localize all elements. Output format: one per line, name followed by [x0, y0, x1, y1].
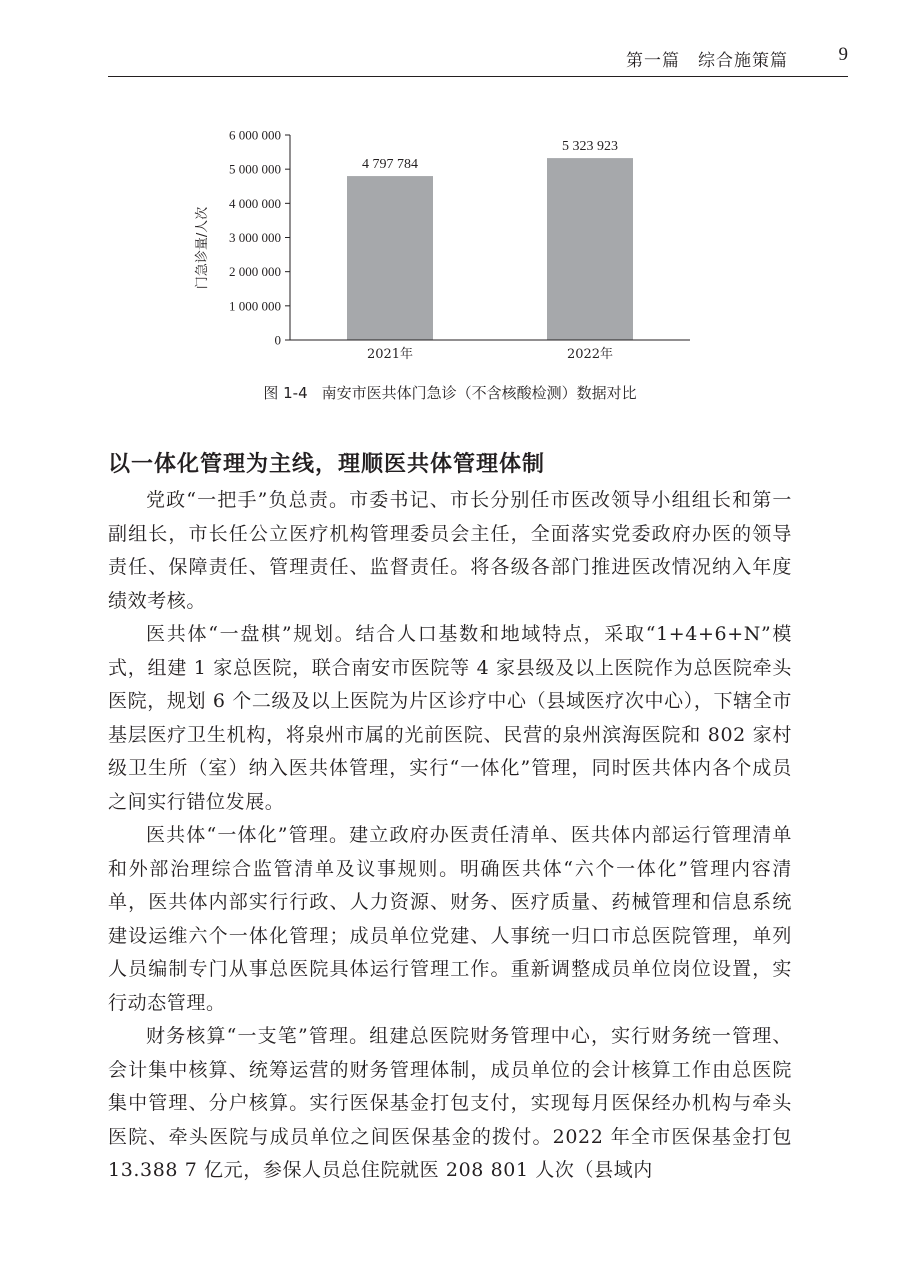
bars: [347, 139, 633, 340]
y-tick-label: 6 000 000: [229, 127, 281, 143]
section-heading: 以一体化管理为主线，理顺医共体管理体制: [108, 452, 546, 477]
paragraph: 医共体“一体化”管理。建立政府办医责任清单、医共体内部运行管理清单和外部治理综合监管清单及议事规则。明确医共体“六个一体化”管理内容清单，医共体内部实行行政、人力资源、财务、医疗质量、药械管理和信息系统建设运维六个一体化管理；成员单位党建、人事统一归口市总医院管理，单列人员编制专门从事总医院具体运行管理工作。重新调整成员单位岗位设置，实行动态管理。: [108, 824, 792, 1014]
paragraph: 医共体“一盘棋”规划。结合人口基数和地域特点，采取“1+4+6+N”模式，组建 1 家总医院，联合南安市医院等 4 家县级及以上医院作为总医院牵头医院，规划 6 个二级及以上医院为片区诊疗中心（县域医疗次中心），下辖全市基层医疗卫生机构，将泉州市属的光前医院、民营的泉州滨海医院和 802 家村级卫生所（室）纳入医共体管理，实行“一体化”管理，同时医共体内各个成员之间实行错位发展。: [108, 623, 792, 813]
paragraph: 财务核算“一支笔”管理。组建总医院财务管理中心，实行财务统一管理、会计集中核算、统筹运营的财务管理体制，成员单位的会计核算工作由总医院集中管理、分户核算。实行医保基金打包支付，实现每月医保经办机构与牵头医院、牵头医院与成员单位之间医保基金的拨付。2022 年全市医保基金打包 13.388 7 亿元，参保人员总住院就医 208 801 人次（县域内: [108, 1025, 792, 1181]
y-tick-label: 2 000 000: [229, 264, 281, 280]
y-tick-label: 0: [274, 332, 281, 348]
data-label: 4 797 784: [362, 157, 418, 173]
x-axis: [290, 340, 690, 362]
page-number: 9: [838, 44, 848, 65]
y-tick-label: 5 000 000: [229, 161, 281, 177]
header-rule: [108, 76, 848, 77]
y-axis: [229, 128, 290, 348]
x-tick-label: 2022年: [566, 347, 614, 362]
y-axis-label-group: [194, 207, 210, 289]
data-label: 5 323 923: [562, 139, 618, 155]
y-tick-label: 3 000 000: [229, 230, 281, 245]
y-tick-label: 1 000 000: [229, 298, 281, 314]
bar-chart: [170, 120, 710, 370]
running-header: [0, 44, 900, 84]
y-axis-label: 门急诊量/人次: [195, 206, 210, 290]
figure-caption: [0, 382, 900, 403]
y-tick-label: 4 000 000: [229, 195, 281, 211]
bar-2022年: [547, 158, 633, 340]
paragraph: 党政“一把手”负总责。市委书记、市长分别任市医改领导小组组长和第一副组长，市长任公立医疗机构管理委员会主任，全面落实党委政府办医的领导责任、保障责任、管理责任、监督责任。将各级各部门推进医改情况纳入年度绩效考核。: [108, 489, 792, 612]
bar-2021年: [347, 176, 433, 340]
body-text: [108, 484, 792, 1188]
figure-title: 南安市医共体门急诊（不含核酸检测）数据对比: [321, 384, 637, 402]
section-title: 第一篇 综合施策篇: [626, 51, 788, 71]
figure-number: 图 1-4: [263, 384, 308, 402]
x-tick-label: 2021年: [366, 347, 414, 362]
